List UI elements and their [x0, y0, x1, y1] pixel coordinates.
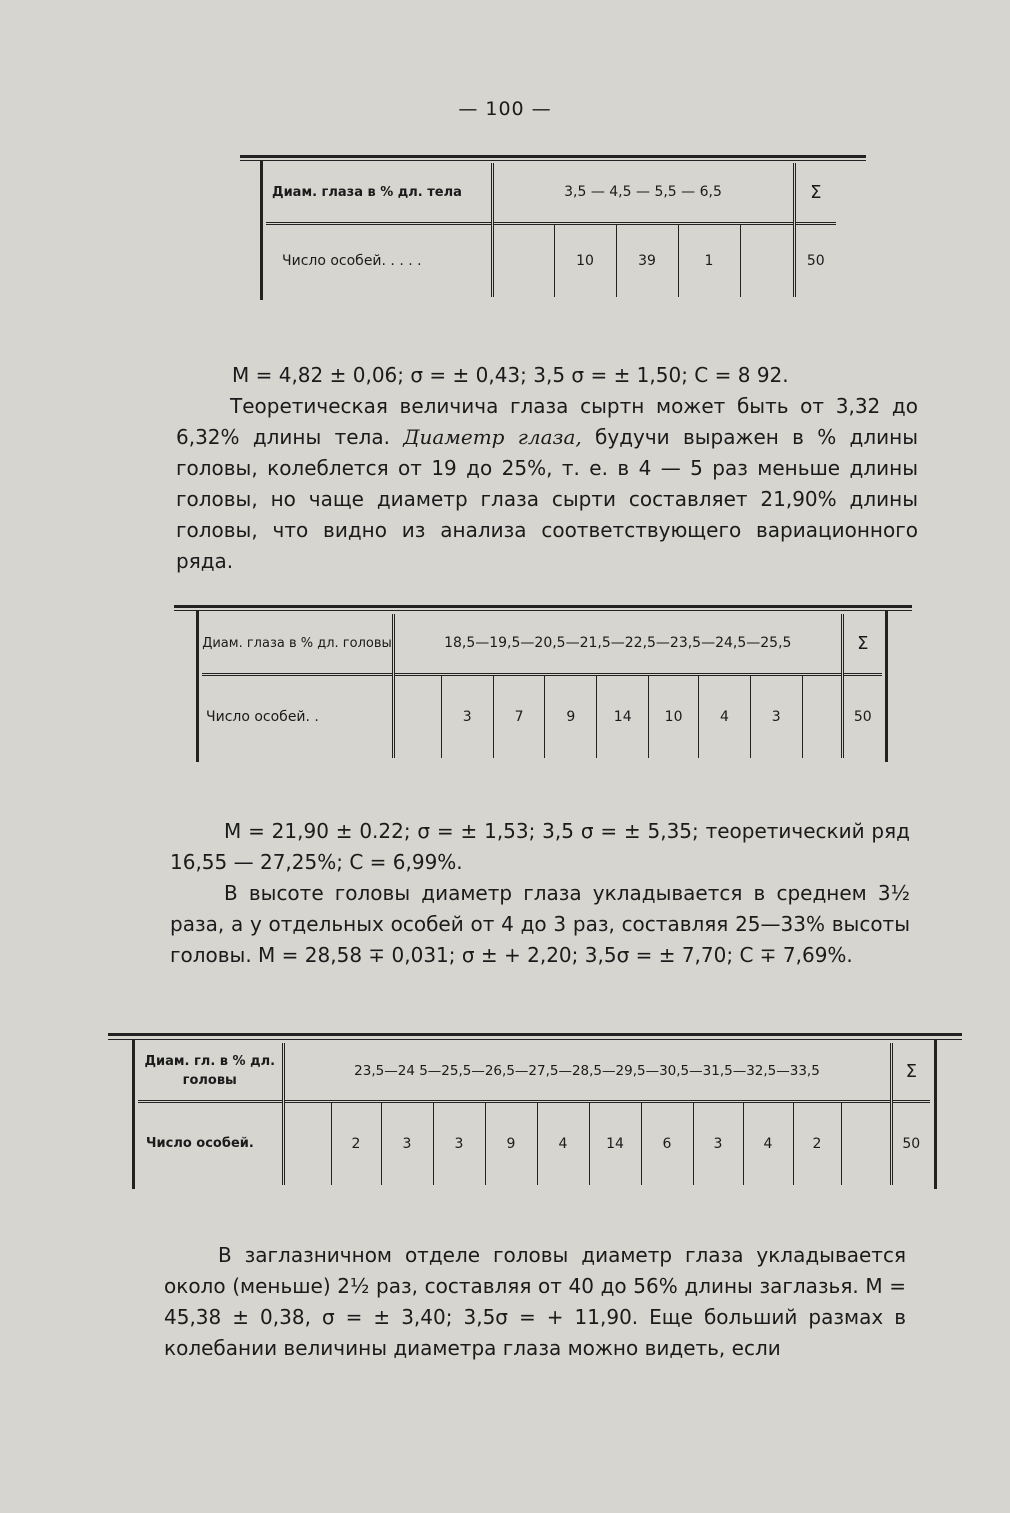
table-2-row-label: Число особей. . — [202, 674, 393, 758]
table-1-cell-empty — [492, 223, 554, 297]
table-3-count: 9 — [485, 1101, 537, 1185]
paragraph-1-italic: Диаметр глаза, — [403, 425, 582, 449]
table-1-header-label: Диам. глаза в % дл. тела — [266, 163, 492, 223]
table-2-count: 7 — [493, 674, 545, 758]
table-1-count: 10 — [554, 223, 616, 297]
table-3-count — [841, 1101, 891, 1185]
table-3-count: 2 — [331, 1101, 381, 1185]
table-1-header-values: 3,5 — 4,5 — 5,5 — 6,5 — [492, 163, 794, 223]
table-1-cell-empty — [740, 223, 794, 297]
table-1-total: 50 — [806, 252, 825, 269]
paragraph-1 — [176, 391, 918, 577]
table-1-sigma: Σ — [810, 181, 822, 203]
table-1-count: 39 — [616, 223, 678, 297]
table-3 — [108, 1033, 962, 1193]
table-3-count: 14 — [589, 1101, 641, 1185]
paragraph-2-line-2: В высоте головы диаметр глаза укладывается в среднем 3½ раза, а у отдельных особей от 4 до 3 раз, составляя 25—33% высоты головы. M = 28,58 ∓ 0,031; σ ± + 2,20; 3,5σ = ± 7,70; C ∓ 7,69%. — [170, 881, 910, 967]
table-3-cell-empty — [283, 1101, 331, 1185]
table-2 — [174, 605, 912, 765]
table-3-header-label: Диам. гл. в % дл. головы — [138, 1043, 283, 1101]
table-1-count: 1 — [678, 223, 740, 297]
table-2-header-label: Диам. глаза в % дл. головы — [202, 614, 393, 674]
paragraph-2-line-1: M = 21,90 ± 0.22; σ = ± 1,53; 3,5 σ = ± 5,35; теоретический ряд 16,55 — 27,25%; C = 6,99%. — [170, 819, 910, 874]
table-3-count: 4 — [743, 1101, 793, 1185]
table-3-row-label: Число особей. — [138, 1101, 283, 1185]
table-2-count: 9 — [545, 674, 597, 758]
table-2-header-values: 18,5—19,5—20,5—21,5—22,5—23,5—24,5—25,5 — [393, 614, 842, 674]
table-3-count: 3 — [693, 1101, 743, 1185]
paragraph-2 — [170, 816, 910, 971]
paragraph-3-text: В заглазничном отделе головы диаметр глаза укладывается около (меньше) 2½ раз, составляя от 40 до 56% длины заглазья. M = 45,38 ± 0,38, σ = ± 3,40; 3,5σ = + 11,90. Еще больший размах в колебании величины диаметра глаза можно видеть, если — [164, 1243, 906, 1360]
paragraph-3 — [164, 1240, 906, 1364]
table-2-sigma: Σ — [857, 632, 869, 654]
table-2-total: 50 — [853, 708, 872, 725]
page-number: — 100 — — [458, 98, 552, 120]
paragraph-1-text-b: будучи выражен в % длины головы, колеблется от 19 до 25%, т. е. в 4 — 5 раз меньше длины головы, но чаще диаметр глаза сырти составляет 21,90% длины головы, что видно из анализа соответствующего вариационного ряда. — [176, 425, 919, 573]
table-2-count: 4 — [699, 674, 751, 758]
table-3-sigma: Σ — [905, 1060, 917, 1082]
table-2-count: 14 — [597, 674, 649, 758]
formula-1: M = 4,82 ± 0,06; σ = ± 0,43; 3,5 σ = ± 1,50; C = 8 92. — [232, 363, 789, 387]
table-2-count: 3 — [441, 674, 493, 758]
table-1-row-label: Число особей. . . . . — [266, 223, 492, 297]
table-3-count: 2 — [793, 1101, 841, 1185]
table-3-header-values: 23,5—24 5—25,5—26,5—27,5—28,5—29,5—30,5—31,5—32,5—33,5 — [283, 1043, 891, 1101]
table-2-cell-empty — [393, 674, 441, 758]
table-3-count: 6 — [641, 1101, 693, 1185]
paragraph-1-text-a: Теоретическая величича глаза сыртн может быть от 3,32 до 6,32% длины тела. — [176, 394, 918, 449]
table-3-count: 4 — [537, 1101, 589, 1185]
table-3-count: 3 — [433, 1101, 485, 1185]
table-3-total: 50 — [902, 1135, 921, 1152]
table-3-count: 3 — [381, 1101, 433, 1185]
table-2-cell-empty — [802, 674, 842, 758]
table-2-count: 10 — [649, 674, 699, 758]
table-1 — [240, 155, 866, 305]
table-2-count: 3 — [750, 674, 802, 758]
